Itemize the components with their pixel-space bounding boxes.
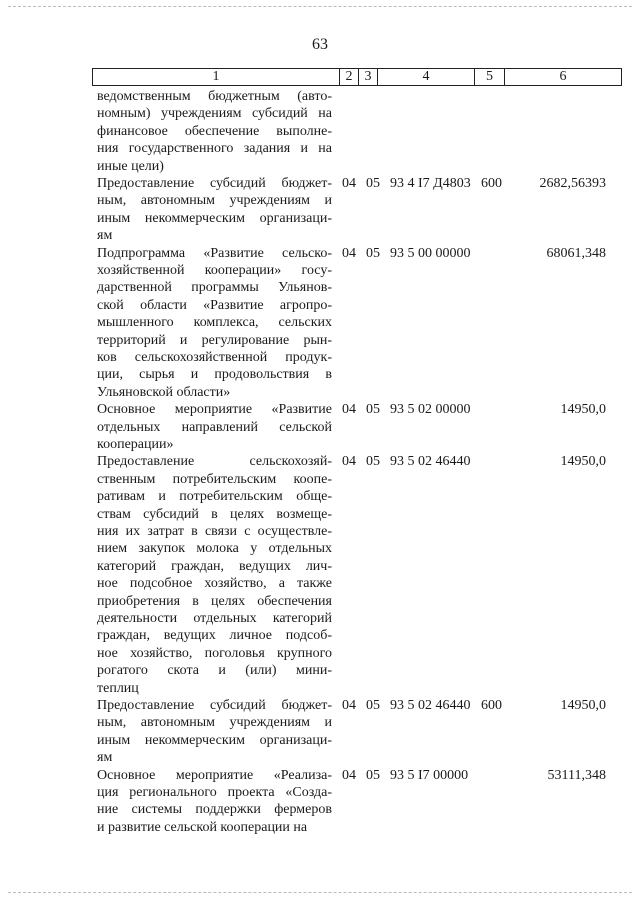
table-row: [0, 401, 640, 453]
table-header: [92, 68, 622, 86]
row-expense-type: 600: [481, 698, 502, 713]
row-section: 04: [342, 698, 356, 713]
row-subsection: 05: [366, 698, 380, 713]
description-line: категорий граждан, ведущих лич-: [97, 558, 332, 574]
header-col-4: 4: [377, 69, 474, 85]
row-target-code: 93 5 02 00000: [390, 402, 471, 418]
description-line: Основное мероприятие «Развитие: [97, 402, 332, 418]
description-line: Предоставление сельскохозяй-: [97, 454, 332, 470]
description-line: ской области «Развитие агропро-: [97, 297, 332, 313]
description-line: отдельных направлений сельской: [97, 419, 332, 435]
row-description: [97, 401, 332, 453]
row-description: [97, 767, 332, 837]
description-line: кооперации»: [97, 437, 174, 452]
row-section: 04: [342, 767, 356, 783]
description-line: ния государственного задания и на: [97, 141, 332, 157]
description-line: ция регионального проекта «Созда-: [97, 785, 332, 800]
description-line: и развитие сельской кооперации на: [97, 819, 308, 835]
description-line: нием закупок молока у отдельных: [97, 541, 332, 557]
row-section: 04: [342, 245, 356, 261]
row-description: [97, 697, 332, 767]
description-line: ние системы поддержки фермеров: [97, 802, 332, 818]
row-description: [97, 453, 332, 697]
description-line: деятельности отдельных категорий: [97, 611, 332, 627]
description-line: хозяйственной кооперации» госу-: [97, 263, 332, 278]
table-row: [0, 88, 640, 175]
row-amount: 14950,0: [560, 402, 606, 418]
description-line: Основное мероприятие «Реализа-: [97, 767, 332, 783]
row-target-code: 93 5 02 46440: [390, 698, 471, 713]
description-line: граждан, ведущих личное подсоб-: [97, 628, 332, 644]
description-line: иным некоммерческим организаци-: [97, 210, 332, 226]
row-target-code: 93 5 02 46440: [390, 454, 471, 470]
description-line: номным) учреждениям субсидий на: [97, 106, 332, 122]
description-line: ции, сырья и продовольствия в: [97, 367, 332, 383]
row-target-code: 93 4 I7 Д4803: [390, 176, 471, 191]
header-col-1: 1: [212, 69, 220, 84]
description-line: иные цели): [97, 158, 164, 174]
row-section: 04: [342, 176, 356, 191]
description-line: Предоставление субсидий бюджет-: [97, 176, 332, 191]
row-target-code: 93 5 I7 00000: [390, 767, 469, 783]
table-row: [0, 697, 640, 767]
row-subsection: 05: [366, 176, 380, 191]
row-amount: 2682,56393: [539, 176, 606, 191]
row-subsection: 05: [366, 245, 380, 261]
row-section: 04: [342, 454, 356, 470]
row-section: 04: [342, 402, 356, 418]
description-line: Предоставление субсидий бюджет-: [97, 698, 332, 713]
description-line: территорий и регулирование рын-: [97, 332, 332, 348]
description-line: ное подсобное хозяйство, а также: [97, 576, 332, 592]
row-amount: 14950,0: [560, 454, 606, 470]
row-description: [97, 245, 332, 402]
row-amount: 53111,348: [547, 767, 606, 783]
scan-edge-top: [8, 6, 632, 7]
row-target-code: 93 5 00 00000: [390, 245, 471, 261]
description-line: ственным потребительским коопе-: [97, 471, 332, 487]
description-line: ствам субсидий в целях возмеще-: [97, 506, 332, 522]
row-subsection: 05: [366, 767, 380, 783]
row-description: [97, 175, 332, 245]
description-line: теплиц: [97, 680, 139, 696]
header-col-5: 5: [474, 69, 504, 85]
page-number: 63: [312, 36, 328, 53]
description-line: рогатого скота и (или) мини-: [97, 663, 332, 679]
row-amount: 68061,348: [546, 245, 606, 261]
header-col-2: 2: [339, 69, 358, 85]
description-line: финансовое обеспечение выполне-: [97, 123, 332, 139]
description-line: приобретения в целях обеспечения: [97, 593, 332, 609]
row-subsection: 05: [366, 454, 380, 470]
header-col-6: 6: [504, 69, 621, 85]
scan-edge-bottom: [8, 892, 632, 893]
description-line: ное хозяйство, поголовья крупного: [97, 645, 332, 661]
description-line: мышленного комплекса, сельских: [97, 315, 332, 331]
description-line: дарственной программы Ульянов-: [97, 280, 332, 296]
description-line: Подпрограмма «Развитие сельско-: [97, 245, 332, 261]
description-line: ков сельскохозяйственной продук-: [97, 350, 332, 366]
table-row: [0, 453, 640, 697]
description-line: ративам и потребительским обще-: [97, 489, 332, 505]
table-row: [0, 767, 640, 837]
description-line: ям: [97, 228, 113, 244]
description-line: Ульяновской области»: [97, 384, 231, 400]
description-line: иным некоммерческим организаци-: [97, 732, 332, 748]
description-line: ведомственным бюджетным (авто-: [97, 89, 332, 104]
row-subsection: 05: [366, 402, 380, 418]
row-amount: 14950,0: [560, 698, 606, 713]
description-line: ным, автономным учреждениям и: [97, 193, 332, 209]
row-description: [97, 88, 332, 175]
description-line: ям: [97, 750, 113, 766]
description-line: ния их затрат в связи с осуществле-: [97, 524, 332, 540]
header-col-3: 3: [358, 69, 377, 85]
row-expense-type: 600: [481, 176, 502, 191]
table-row: [0, 245, 640, 402]
description-line: ным, автономным учреждениям и: [97, 715, 332, 731]
table-row: [0, 175, 640, 245]
